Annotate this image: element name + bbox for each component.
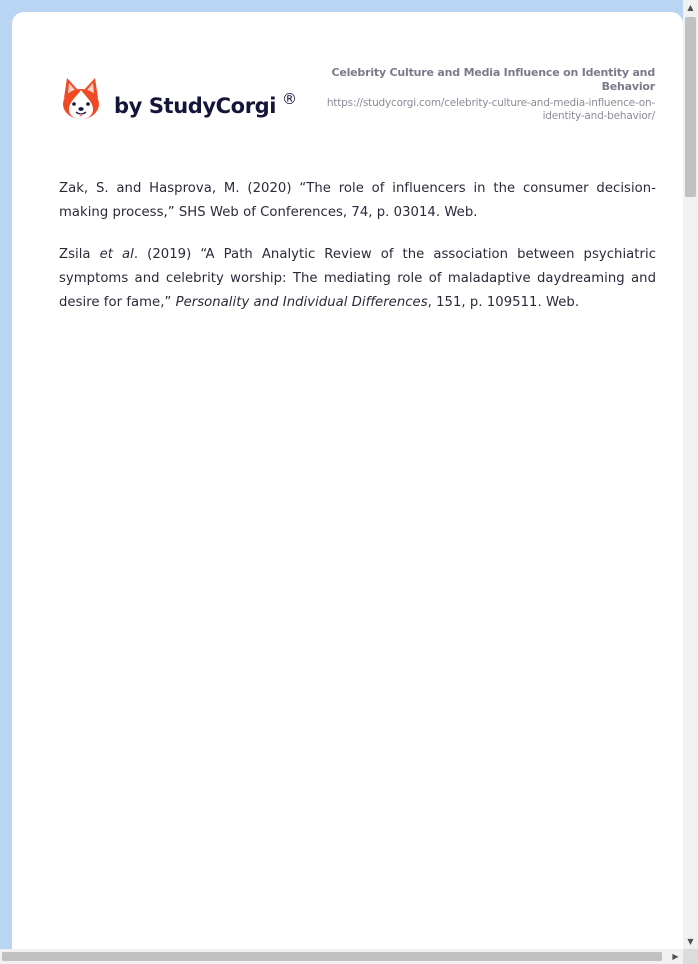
reference-title: . (2019) “A Path Analytic Review of the association between psychiatric symptoms and celebrity worship: The mediating role of maladaptive daydreaming and desire for fame,”	[59, 247, 656, 310]
reference-author: Zsila	[59, 247, 100, 262]
document-title: Celebrity Culture and Media Influence on Identity and Behavior	[331, 66, 655, 93]
reference-journal: Personality and Individual Differences	[175, 295, 428, 310]
reference-list	[59, 177, 656, 333]
reference-item	[59, 243, 656, 315]
brand-name: by StudyCorgi	[114, 94, 277, 118]
corgi-logo-icon	[61, 76, 101, 122]
reference-text: Zak, S. and Hasprova, M. (2020) “The role of influencers in the consumer decision-making process,” SHS Web of Conferences, 74, p. 03014. Web.	[59, 181, 656, 220]
registered-mark: ®	[282, 90, 297, 108]
horizontal-scroll-thumb[interactable]	[2, 952, 662, 961]
reference-et-al: et al	[99, 247, 134, 262]
scroll-down-arrow-icon[interactable]: ▼	[687, 937, 694, 946]
scroll-right-arrow-icon[interactable]: ▶	[672, 952, 679, 961]
document-meta	[315, 66, 655, 123]
reference-details: , 151, p. 109511. Web.	[427, 295, 580, 310]
document-url[interactable]: https://studycorgi.com/celebrity-culture-and-media-influence-on-identity-and-behavior/	[326, 97, 655, 122]
vertical-scroll-thumb[interactable]	[685, 17, 696, 197]
vertical-scrollbar[interactable]	[683, 0, 698, 949]
scroll-up-arrow-icon[interactable]: ▲	[687, 3, 694, 12]
scrollbar-corner	[683, 949, 698, 964]
reference-item	[59, 177, 656, 225]
document-page	[12, 12, 683, 952]
horizontal-scrollbar[interactable]	[0, 949, 683, 964]
studycorgi-logo[interactable]	[61, 76, 311, 126]
